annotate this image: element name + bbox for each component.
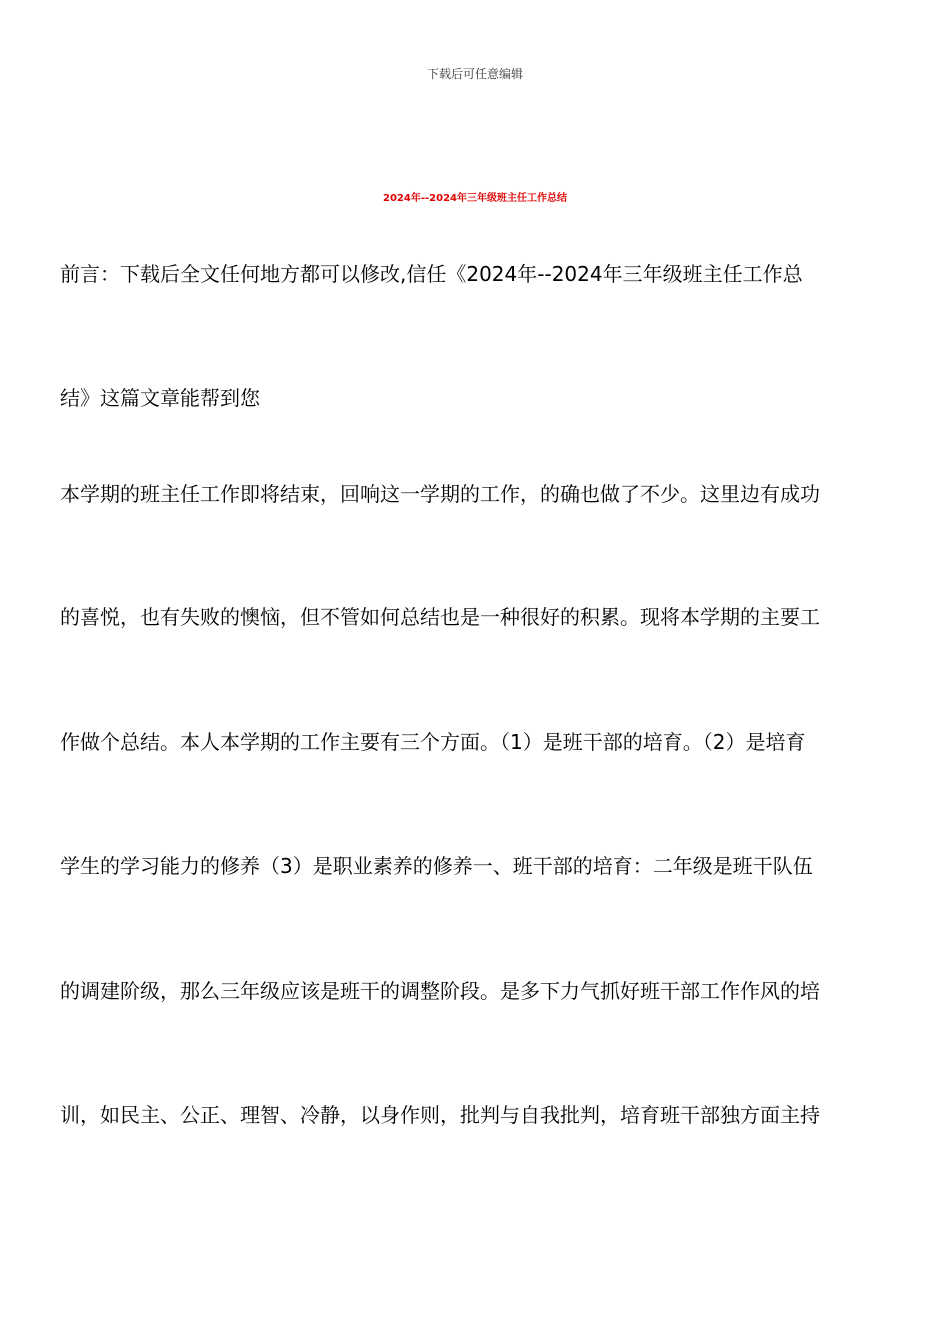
text-line-preface-2: 结》这篇文章能帮到您 xyxy=(60,386,260,410)
document-title: 2024年--2024年三年级班主任工作总结 xyxy=(383,193,567,204)
page-header-note: 下载后可任意编辑 xyxy=(426,67,523,81)
text-line-body-2: 的喜悦，也有失败的懊恼，但不管如何总结也是一种很好的积累。现将本学期的主要工 xyxy=(60,605,820,629)
text-line-body-1: 本学期的班主任工作即将结束，回响这一学期的工作，的确也做了不少。这里边有成功 xyxy=(60,482,820,506)
text-line-body-4: 学生的学习能力的修养（3）是职业素养的修养一、班干部的培育：二年级是班干队伍 xyxy=(60,854,813,878)
text-line-body-6: 训，如民主、公正、理智、冷静，以身作则，批判与自我批判，培育班干部独方面主持 xyxy=(60,1103,820,1127)
text-line-preface-1: 前言：下载后全文任何地方都可以修改,信任《2024年--2024年三年级班主任工作总 xyxy=(60,262,803,286)
text-line-body-3: 作做个总结。本人本学期的工作主要有三个方面。（1）是班干部的培育。（2）是培育 xyxy=(60,730,806,754)
text-line-body-5: 的调建阶级，那么三年级应该是班干的调整阶段。是多下力气抓好班干部工作作风的培 xyxy=(60,979,820,1003)
